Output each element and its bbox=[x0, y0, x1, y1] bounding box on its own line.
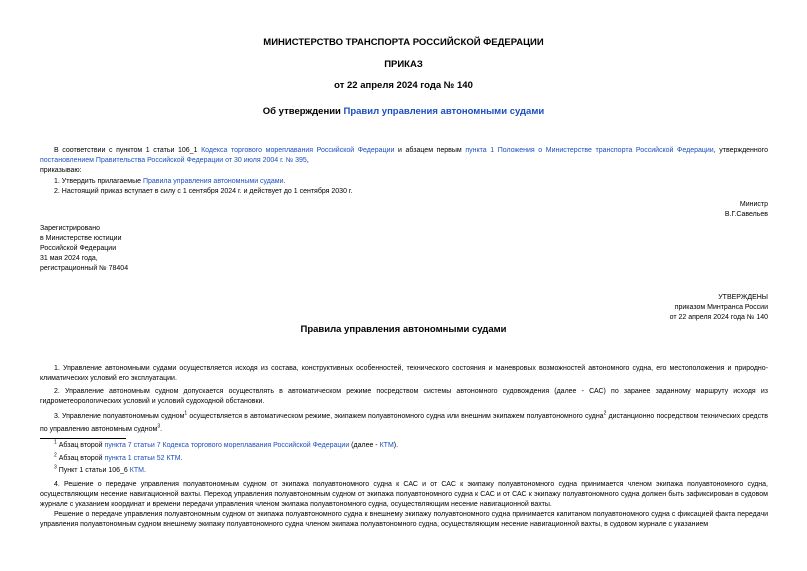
footnote-3 bbox=[54, 466, 768, 476]
preamble-text: и абзацем первым bbox=[394, 147, 466, 154]
registration-line: Российской Федерации bbox=[40, 245, 117, 252]
rules-link[interactable]: Правила управления автономными судами bbox=[142, 178, 284, 185]
footnote-divider bbox=[40, 438, 126, 439]
footnote-2 bbox=[54, 454, 768, 464]
preamble-text: В соответствии с пунктом 1 статьи 106_1 bbox=[54, 147, 202, 154]
signature-name: В.Г.Савельев bbox=[724, 211, 768, 218]
rules-paragraph-3 bbox=[40, 410, 768, 436]
footnote-ref[interactable]: 3 bbox=[157, 423, 161, 430]
signature-role: Министр bbox=[739, 201, 768, 208]
order-item-2: 2. Настоящий приказ вступает в силу с 1 сентября 2024 г. и действует до 1 сентября 2030 г. bbox=[54, 188, 353, 195]
footnote-text: . bbox=[180, 455, 183, 462]
rules-paragraph-2: 2. Управление автономным судном допускается осуществлять в автоматическом режиме посредством системы автономного судовождения (далее - САС) по заранее заданному маршруту исходя из гидрометеорологических условий и условий судоходной обстановки. bbox=[40, 388, 768, 405]
order-date-number: от 22 апреля 2024 года № 140 bbox=[334, 80, 473, 91]
registration-line: 31 мая 2024 года, bbox=[40, 255, 98, 262]
regulation-link[interactable]: пункта 1 Положения о Министерстве транспорта Российской Федерации bbox=[465, 147, 714, 154]
rules-text: . bbox=[160, 426, 163, 433]
footnote-link[interactable]: пункта 7 статьи 7 Кодекса торгового мореплавания Российской Федерации bbox=[104, 442, 350, 449]
ktm-link[interactable]: Кодекса торгового мореплавания Российской Федерации bbox=[201, 147, 395, 154]
rules-paragraph-5: Решение о передаче управления полуавтономным судном от экипажа полуавтономного судна к внешнему экипажу полуавтономного судна принимается капитаном полуавтономного судна с фиксацией факта передачи управления полуавтономным судном внешнему экипажу полуавтономного судна членом экипажа полуавтономного судна, осуществляющим несение навигационной вахты, в судовом журнале с указанием bbox=[40, 511, 768, 528]
item-text: . bbox=[283, 178, 286, 185]
approved-line: от 22 апреля 2024 года № 140 bbox=[669, 314, 768, 321]
rules-title-link[interactable]: Правил управления автономными судами bbox=[343, 106, 545, 117]
footnote-mark: 3 bbox=[54, 464, 57, 471]
footnote-text: Пункт 1 статьи 106_6 bbox=[56, 467, 130, 474]
item-text: 1. Утвердить прилагаемые bbox=[54, 178, 143, 185]
footnote-1 bbox=[54, 441, 768, 451]
order-title bbox=[0, 106, 807, 117]
registration-line: регистрационный № 78404 bbox=[40, 265, 129, 272]
approved-block bbox=[670, 293, 768, 323]
footnote-link[interactable]: пункта 1 статьи 52 КТМ bbox=[104, 455, 181, 462]
registration-line: Зарегистрировано bbox=[40, 225, 100, 232]
footnote-mark: 2 bbox=[54, 452, 57, 459]
footnote-text: . bbox=[143, 467, 146, 474]
footnote-text: ). bbox=[393, 442, 399, 449]
approved-line: приказом Минтранса России bbox=[674, 304, 768, 311]
government-decree-link[interactable]: постановлением Правительства Российской Федерации от 30 июля 2004 г. № 395 bbox=[40, 157, 307, 164]
order-title-prefix: Об утверждении bbox=[262, 106, 344, 117]
approved-word: УТВЕРЖДЕНЫ bbox=[718, 294, 768, 301]
rules-text: 3. Управление полуавтономным судном bbox=[54, 413, 185, 420]
preamble bbox=[40, 146, 768, 176]
preamble-paragraph bbox=[40, 146, 768, 166]
footnote-ref[interactable]: 1 bbox=[184, 410, 188, 417]
rules-body-continued bbox=[40, 480, 768, 530]
footnote-link[interactable]: КТМ bbox=[379, 442, 394, 449]
order-item-1 bbox=[54, 177, 768, 187]
rules-text: дистанционно посредством технических средств по управлению автономным судном bbox=[40, 413, 768, 433]
footnote-mark: 1 bbox=[54, 439, 57, 446]
footnote-link[interactable]: КТМ bbox=[129, 467, 144, 474]
footnote-text: Абзац второй bbox=[56, 455, 105, 462]
rules-text: осуществляется в автоматическом режиме, экипажем полуавтономного судна или внешним экипажем полуавтономного судна bbox=[187, 413, 604, 420]
footnote-text: Абзац второй bbox=[56, 442, 105, 449]
ministry-heading: МИНИСТЕРСТВО ТРАНСПОРТА РОССИЙСКОЙ ФЕДЕРАЦИИ bbox=[263, 37, 544, 48]
doc-type-heading: ПРИКАЗ bbox=[384, 59, 423, 70]
registration-line: в Министерстве юстиции bbox=[40, 235, 122, 242]
rules-paragraph-1: 1. Управление автономными судами осуществляется исходя из состава, конструктивных особенностей, технического состояния и маневровых возможностей автономного судна, его местоположения и природно-климатических условий его эксплуатации. bbox=[40, 365, 768, 382]
rules-paragraph-4: 4. Решение о передаче управления полуавтономным судном от экипажа полуавтономного судна к САС и от САС к экипажу полуавтономного судна принимается членом экипажа полуавтономного судна, осуществляющим несение навигационной вахты. Переход управления полуавтономным судном от экипажа полуавтономного судна к САС и от САС к экипажу полуавтономного судна должен быть зафиксирован в судовом журнале с указанием координат и времени передачи управления членом экипажа полуавтономного судна, осуществляющим несение навигационной вахты. bbox=[40, 481, 768, 508]
footnote-text: (далее - bbox=[349, 442, 380, 449]
rules-title: Правила управления автономными судами bbox=[300, 324, 507, 335]
registration-block bbox=[40, 224, 128, 274]
preamble-text: , утвержденного bbox=[713, 147, 768, 154]
footnote-ref[interactable]: 2 bbox=[603, 410, 607, 417]
rules-body bbox=[40, 364, 768, 436]
order-word: приказываю: bbox=[40, 167, 82, 174]
preamble-text: , bbox=[306, 157, 309, 164]
